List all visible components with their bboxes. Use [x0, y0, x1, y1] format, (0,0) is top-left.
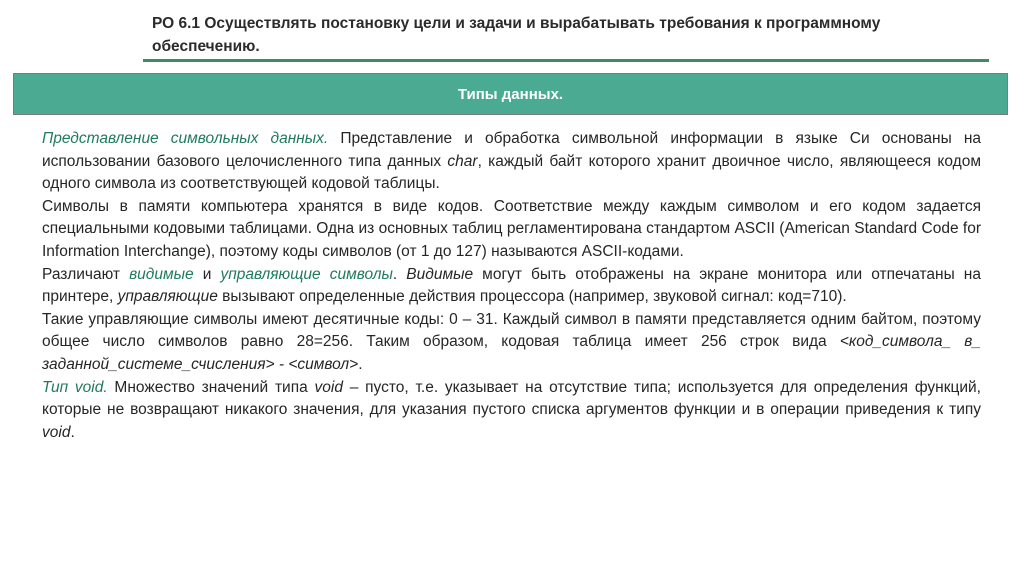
paragraph-void [42, 377, 981, 445]
term-void-2: void [42, 423, 71, 441]
paragraph-ascii: Символы в памяти компьютера хранятся в виде кодов. Соответствие между каждым символом и его кодом задается специальными кодовыми таблицами. Одна из основных таблиц регламентирована стандартом ASCII (American Standard Code for Information Interchange), поэтому коды символов (от 1 до 127) называются ASCII-кодами. [42, 197, 981, 260]
lead-symbolic-data: Представление символьных данных. [42, 130, 329, 147]
term-control-symbols: управляющие символы [220, 265, 393, 283]
text: . [392, 265, 407, 283]
banner-title: Типы данных. [457, 85, 564, 103]
section-banner [13, 73, 1008, 115]
text: . [358, 355, 363, 373]
lead-type-void: Тип void. [42, 378, 108, 396]
term-char: char [447, 152, 478, 170]
text: Множество значений типа [107, 378, 315, 396]
text: и [193, 265, 221, 283]
term-void: void [314, 378, 343, 396]
slide-title: РО 6.1 Осуществлять постановку цели и задачи и вырабатывать требования к программному обеспечению. [152, 15, 881, 55]
slide-body [42, 128, 981, 444]
text: Представление и обработка символьной информации в языке Си основаны на использовании базового целочисленного типа данных [42, 130, 982, 170]
paragraph-visible-control [42, 264, 981, 309]
term-control-2: управляющие [117, 288, 218, 306]
text: Такие управляющие символы имеют десятичные коды: 0 – 31. Каждый символ в памяти представляется одним байтом, поэтому общее число символов равно 28=256. Таким образом, кодовая таблица имеет 256 строк вида [42, 310, 981, 351]
term-visible: видимые [129, 265, 194, 283]
paragraph-control-codes [42, 309, 981, 377]
text: Различают [42, 265, 130, 283]
text: , каждый байт которого хранит двоичное число, являющееся кодом одного символа из соответствующей кодовой таблицы. [42, 152, 981, 193]
code-table-format: <код_символа_ в_ заданной_системе_счисления> - <символ> [42, 333, 981, 373]
paragraph-symbolic-data [42, 128, 981, 196]
text: вызывают определенные действия процессора (например, звуковой сигнал: код=710). [217, 288, 847, 306]
title-underline [143, 59, 989, 62]
text: . [70, 423, 75, 441]
term-visible-2: Видимые [406, 265, 474, 283]
text: могут быть отображены на экране монитора или отпечатаны на принтере, [42, 265, 981, 306]
text: – пусто, т.е. указывает на отсутствие типа; используется для определения функций, которые не возвращают никакого значения, для указания пустого списка аргументов функции и в операции приведения к типу [42, 378, 981, 419]
